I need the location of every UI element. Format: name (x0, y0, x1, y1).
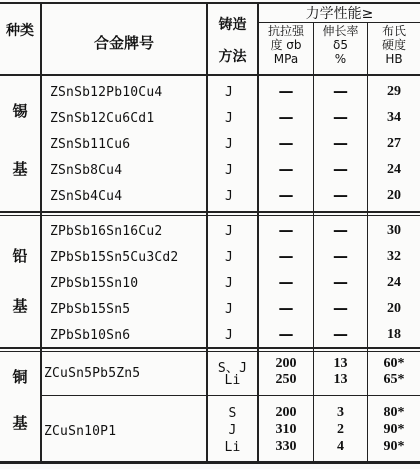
table-row-alloy: ZCuSn10P1 (44, 424, 117, 439)
col-line-alloy (206, 2, 208, 464)
elong-header-line3: % (334, 52, 347, 66)
table-bottom-border (0, 461, 420, 464)
table-row-method: S (228, 406, 237, 421)
hb-header-line3: HB (385, 52, 403, 66)
table-row-tensile: — (278, 221, 294, 239)
table-row-alloy: ZCuSn5Pb5Zn5 (44, 366, 141, 381)
table-row-tensile: — (278, 273, 294, 291)
table-row-elong: — (333, 134, 348, 152)
table-row-tensile: — (278, 247, 294, 265)
table-row-alloy: ZSnSb12Cu6Cd1 (50, 111, 155, 126)
mech-header: 力学性能≥ (305, 6, 374, 22)
category-copper-1: 铜 (12, 368, 28, 386)
category-tin-2: 基 (12, 160, 28, 178)
table-row-elong: — (333, 108, 348, 126)
table-row-alloy: ZPbSb10Sn6 (50, 328, 131, 343)
tensile-header (259, 24, 313, 66)
table-row-method: J (225, 302, 234, 317)
table-row-hb: 65* (383, 372, 405, 387)
table-row-tensile: — (278, 82, 294, 100)
table-row-alloy: ZSnSb12Pb10Cu4 (50, 85, 163, 100)
table-row-tensile: 200 (275, 356, 297, 371)
table-row-method: J (225, 111, 234, 126)
category-tin-1: 锡 (12, 102, 28, 120)
table-row-method: J (225, 137, 234, 152)
hb-header-line2: 硬度 (381, 38, 406, 52)
table-row-tensile: 310 (275, 422, 297, 437)
table-row-elong: — (333, 221, 348, 239)
elong-header-line2: δ5 (333, 38, 348, 52)
table-row-elong: — (333, 247, 348, 265)
alloy-header: 合金牌号 (93, 34, 154, 52)
group-separator-tin-lead (0, 211, 420, 213)
table-row-hb: 90* (383, 422, 405, 437)
tensile-header-line2: 度 σb (270, 38, 302, 52)
table-row-alloy: ZPbSb15Sn10 (50, 276, 139, 291)
table-row-hb: 24 (387, 275, 401, 290)
hb-header (368, 24, 420, 66)
table-row-elong: 2 (337, 422, 344, 437)
table-row-hb: 32 (387, 249, 401, 264)
table-row-method: J (225, 224, 234, 239)
col-line-type (40, 2, 42, 464)
table-row-hb: 90* (383, 439, 405, 454)
table-row-elong: — (333, 299, 348, 317)
table-row-tensile: 250 (275, 372, 297, 387)
table-row-method: J (225, 276, 234, 291)
table-row-alloy: ZSnSb11Cu6 (50, 137, 131, 152)
table-row-hb: 60* (383, 356, 405, 371)
table-row-elong: — (333, 273, 348, 291)
group-separator-lead-copper-2 (0, 351, 420, 352)
table-row-elong: 4 (337, 439, 344, 454)
table-row-elong: 3 (337, 405, 344, 420)
table-row-hb: 18 (387, 327, 401, 342)
type-header (0, 22, 40, 41)
table-row-tensile: — (278, 160, 294, 178)
group-separator-lead-copper (0, 347, 420, 349)
table-row-tensile: — (278, 108, 294, 126)
group-separator-tin-lead-2 (0, 215, 420, 216)
table-row-elong: 13 (333, 356, 348, 371)
hb-header-line1: 布氏 (381, 24, 406, 38)
table-row-alloy: ZPbSb15Sn5 (50, 302, 131, 317)
category-lead-2: 基 (12, 297, 28, 315)
tensile-header-line3: MPa (273, 52, 299, 66)
table-row-elong: — (333, 325, 348, 343)
table-row-hb: 24 (387, 162, 401, 177)
table-row-tensile: — (278, 186, 294, 204)
table-row-elong: — (333, 160, 348, 178)
table-row-hb: 20 (387, 301, 401, 316)
table-row-alloy: ZSnSb8Cu4 (50, 163, 123, 178)
elong-header (314, 24, 367, 66)
table-row-method: J (225, 328, 234, 343)
table-row-hb: 80* (383, 405, 405, 420)
table-row-alloy: ZPbSb15Sn5Cu3Cd2 (50, 250, 179, 265)
table-row-alloy: ZSnSb4Cu4 (50, 189, 123, 204)
table-row-hb: 29 (387, 84, 401, 99)
tensile-header-line1: 抗拉强 (267, 24, 304, 38)
table-row-tensile: 200 (275, 405, 297, 420)
table-row-method: S、J (217, 361, 248, 376)
category-lead-1: 铅 (12, 247, 28, 265)
table-row-method: J (225, 85, 234, 100)
table-row-hb: 30 (387, 223, 401, 238)
casting-header-2: 方法 (218, 49, 247, 65)
table-row-tensile: — (278, 134, 294, 152)
table-row-method: Li (224, 373, 241, 388)
casting-header-1: 铸造 (218, 17, 247, 33)
table-row-elong: — (333, 82, 348, 100)
table-row-tensile: 330 (275, 439, 297, 454)
table-row-elong: 13 (333, 372, 348, 387)
table-row-hb: 27 (387, 136, 401, 151)
category-copper-2: 基 (12, 414, 28, 432)
table-row-hb: 20 (387, 188, 401, 203)
table-row-method: J (225, 163, 234, 178)
elong-header-line1: 伸长率 (322, 24, 359, 38)
table-row-method: J (225, 189, 234, 204)
table-row-method: J (228, 423, 237, 438)
table-row-method: Li (224, 440, 241, 455)
table-row-tensile: — (278, 325, 294, 343)
table-row-tensile: — (278, 299, 294, 317)
type-header-line: 种类 (6, 23, 34, 39)
table-row-alloy: ZPbSb16Sn16Cu2 (50, 224, 163, 239)
header-bottom-border (0, 74, 420, 76)
table-row-hb: 34 (387, 110, 401, 125)
copper-row-separator (40, 395, 420, 396)
table-row-method: J (225, 250, 234, 265)
table-row-elong: — (333, 186, 348, 204)
